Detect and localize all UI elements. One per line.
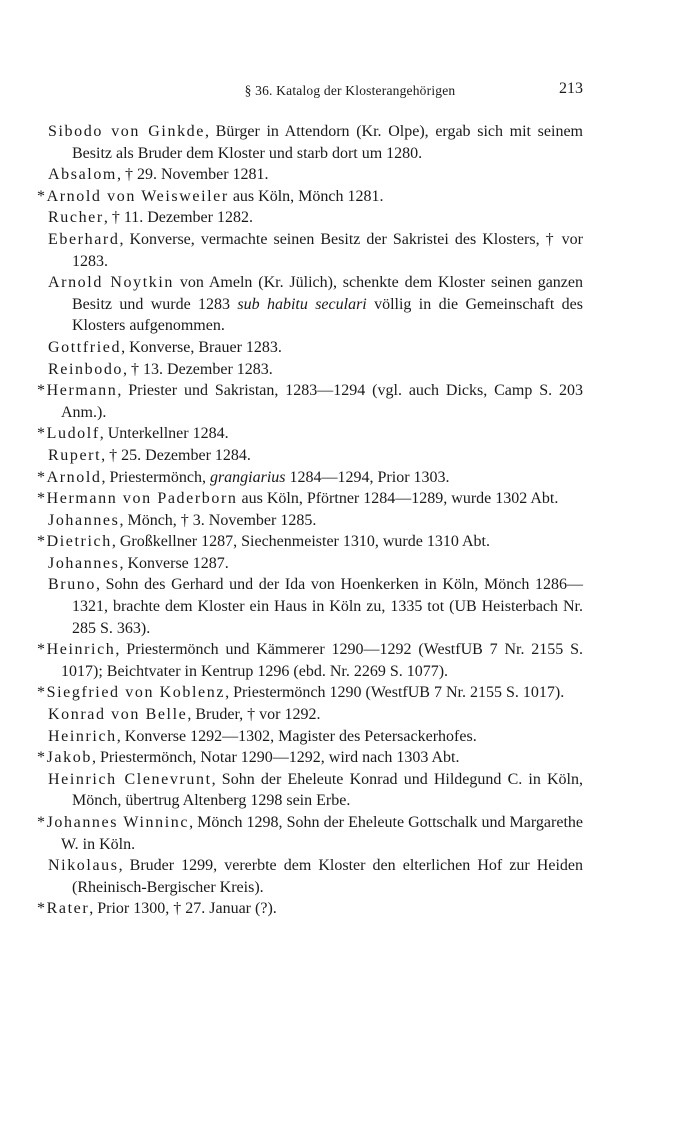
entry-name: Bruno [48, 576, 96, 594]
entry-name: *Jakob [37, 749, 92, 767]
running-title: § 36. Katalog der Klosterangehörigen [244, 83, 456, 98]
catalog-entry [48, 164, 583, 186]
entry-text-after: völlig in die Gemeinschaft des Klosters aufgenommen. [72, 295, 583, 335]
catalog-entry [37, 467, 583, 489]
catalog-entry [48, 510, 583, 532]
entry-name: Johannes [48, 554, 120, 572]
entry-name: *Dietrich [37, 533, 112, 551]
entry-text-after: 1284—1294, Prior 1303. [285, 468, 450, 486]
entry-text: , Konverse 1287. [119, 554, 229, 572]
entry-text: , † 25. Dezember 1284. [101, 446, 251, 464]
catalog-entry [37, 531, 583, 553]
entry-name: Absalom [48, 166, 117, 184]
entry-name: Sibodo von Ginkde [48, 123, 205, 140]
page-number: 213 [559, 80, 583, 97]
entry-text: , Prior 1300, † 27. Januar (?). [89, 900, 277, 918]
entry-text: , Priestermönch, [101, 468, 210, 486]
entry-text: , Mönch 1298, Sohn der Eheleute Gottschalk und Margarethe W. in Köln. [61, 814, 583, 853]
catalog-entry [48, 121, 583, 164]
entry-text: , Sohn des Gerhard und der Ida von Hoenkerken in Köln, Mönch 1286—1321, brachte dem Kloster ein Haus in Köln zu, 1335 tot (UB Heisterbach Nr. 285 S. 363). [72, 576, 583, 637]
page-header [0, 80, 700, 104]
catalog-entry [48, 726, 583, 748]
catalog-entry [37, 639, 583, 682]
entry-text: , Priester und Sakristan, 1283—1294 (vgl. auch Dicks, Camp S. 203 Anm.). [61, 382, 583, 421]
entry-text: aus Köln, Pförtner 1284—1289, wurde 1302 Abt. [237, 490, 559, 508]
catalog-entry [48, 769, 583, 812]
entry-name: *Johannes Winninc [37, 814, 190, 831]
entry-text: , Priestermönch 1290 (WestfUB 7 Nr. 2155 S. 1017). [225, 684, 565, 702]
catalog-entries [37, 121, 583, 920]
entry-text: , Sohn der Eheleute Konrad und Hildegund C. in Köln, Mönch, übertrug Altenberg 1298 sein Erbe. [72, 770, 583, 810]
catalog-entry [37, 682, 583, 704]
entry-name: *Siegfried von Koblenz [37, 684, 226, 702]
entry-name: *Ludolf [37, 425, 100, 443]
entry-text: , Mönch, † 3. November 1285. [119, 511, 317, 529]
entry-name: *Hermann [37, 382, 118, 400]
entry-name: *Arnold von Weisweiler [37, 187, 229, 205]
catalog-entry [48, 553, 583, 575]
catalog-entry [37, 488, 583, 510]
entry-text: , Großkellner 1287, Siechenmeister 1310, wurde 1310 Abt. [111, 533, 490, 551]
entry-text: , Bruder, † vor 1292. [187, 706, 321, 724]
catalog-entry [48, 704, 583, 726]
entry-name: Konrad von Belle [48, 706, 188, 724]
catalog-entry [37, 812, 583, 855]
entry-text: , Konverse, vermachte seinen Besitz der Sakristei des Klosters, † vor 1283. [72, 230, 583, 270]
catalog-entry [37, 747, 583, 769]
entry-name: Rupert [48, 446, 102, 464]
entry-text: , Konverse 1292—1302, Magister des Petersackerhofes. [116, 727, 477, 745]
catalog-entry [37, 423, 583, 445]
entry-text: , Konverse, Brauer 1283. [121, 338, 282, 356]
entry-name: Heinrich Clenevrunt [48, 770, 212, 788]
entry-italic-term: sub habitu seculari [237, 295, 367, 313]
catalog-entry [48, 229, 583, 272]
entry-text: von Ameln (Kr. Jülich), schenkte dem Kloster seinen ganzen Besitz und wurde 1283 [72, 274, 583, 313]
entry-name: Arnold Noytkin [48, 274, 175, 292]
entry-italic-term: grangiarius [209, 468, 286, 486]
entry-name: Gottfried [48, 338, 122, 356]
entry-text: , Priestermönch und Kämmerer 1290—1292 (WestfUB 7 Nr. 2155 S. 1017); Beichtvater in Kentrup 1296 (ebd. Nr. 2269 S. 1077). [61, 641, 583, 680]
catalog-entry [48, 207, 583, 229]
entry-name: *Arnold [37, 468, 102, 486]
catalog-entry [48, 445, 583, 467]
entry-text: , Bürger in Attendorn (Kr. Olpe), ergab sich mit seinem Besitz als Bruder dem Kloster und starb dort um 1280. [72, 123, 583, 162]
catalog-entry [48, 574, 583, 639]
entry-text: aus Köln, Mönch 1281. [228, 187, 384, 205]
entry-name: Reinbodo [48, 360, 124, 378]
catalog-entry [48, 337, 583, 359]
entry-name: *Hermann von Paderborn [37, 490, 238, 508]
entry-text: , Priestermönch, Notar 1290—1292, wird nach 1303 Abt. [91, 749, 460, 767]
entry-text: , † 11. Dezember 1282. [103, 209, 253, 227]
catalog-entry [48, 855, 583, 898]
entry-text: , † 13. Dezember 1283. [123, 360, 273, 378]
catalog-entry [48, 359, 583, 381]
catalog-entry [48, 272, 583, 337]
entry-name: Rucher [48, 209, 104, 227]
entry-text: , Unterkellner 1284. [99, 425, 229, 443]
entry-name: Eberhard [48, 230, 120, 248]
entry-name: *Heinrich [37, 641, 116, 659]
entry-name: Johannes [48, 511, 120, 529]
entry-name: *Rater [37, 900, 90, 918]
entry-name: Heinrich [48, 727, 117, 745]
catalog-entry [37, 380, 583, 423]
entry-name: Nikolaus [48, 857, 119, 875]
entry-text: , Bruder 1299, vererbte dem Kloster den elterlichen Hof zur Heiden (Rheinisch-Bergischer Kreis). [72, 857, 583, 896]
catalog-entry [37, 186, 583, 208]
catalog-entry [37, 898, 583, 920]
entry-text: , † 29. November 1281. [116, 166, 269, 184]
